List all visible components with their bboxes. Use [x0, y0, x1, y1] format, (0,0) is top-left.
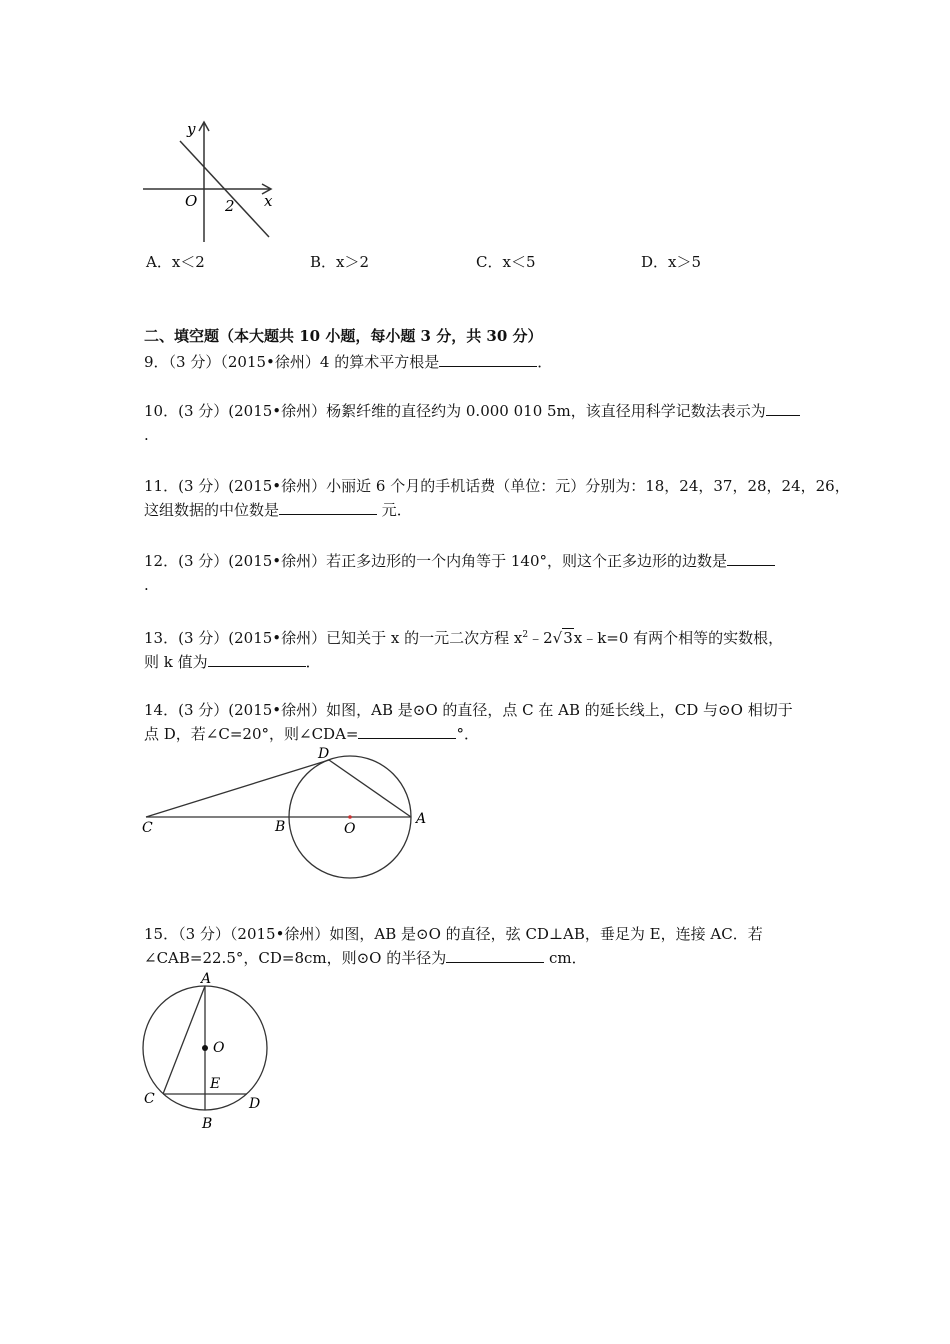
question-13-pre: 13．(3 分）(2015•徐州）已知关于 x 的一元二次方程 x [144, 629, 523, 647]
label-b: B [202, 1116, 213, 1132]
center-dot [348, 815, 352, 819]
label-a: A [201, 971, 212, 987]
question-12-end: . [144, 576, 149, 594]
option-a [146, 251, 205, 272]
option-c [476, 251, 536, 272]
label-e: E [210, 1076, 221, 1092]
question-14-line2: 点 D，若∠C=20°，则∠CDA= [144, 725, 359, 743]
option-c-text: x＜5 [502, 253, 536, 271]
option-d-letter: D． [641, 253, 669, 271]
question-9-blank[interactable] [439, 352, 537, 367]
question-13-end: ． [305, 653, 321, 671]
label-b: B [275, 819, 286, 835]
intercept-label: 2 [225, 197, 235, 215]
question-13-line2: 则 k 值为 [144, 653, 208, 671]
question-9-text: 9．（3 分）（2015•徐州）4 的算术平方根是 [144, 353, 440, 371]
option-b-text: x＞2 [336, 253, 370, 271]
chord-ac [163, 986, 205, 1094]
label-c: C [144, 1091, 155, 1107]
line-cd [146, 760, 329, 817]
question-15-end: cm． [544, 949, 587, 967]
label-c: C [142, 820, 153, 836]
question-13-mid: ﹣2 [528, 629, 553, 647]
option-a-text: x＜2 [171, 253, 205, 271]
line-graph-figure [138, 118, 283, 248]
question-14-line1: 14．(3 分）(2015•徐州）如图，AB 是⊙O 的直径，点 C 在 AB 的延长线上，CD 与⊙O 相切于 [144, 701, 793, 719]
question-13-post: x﹣k=0 有两个相等的实数根， [573, 629, 784, 647]
question-13-blank[interactable] [208, 652, 306, 667]
question-15-line2: ∠CAB=22.5°，CD=8cm，则⊙O 的半径为 [144, 949, 447, 967]
tangent-circle-figure [138, 742, 438, 882]
label-d: D [249, 1096, 261, 1112]
option-c-letter: C． [476, 253, 503, 271]
origin-label: O [185, 192, 198, 210]
question-14-end: °． [456, 725, 479, 743]
question-13-exponent: 2 [522, 630, 529, 640]
question-11-line2: 这组数据的中位数是 [144, 501, 280, 519]
option-b [310, 251, 369, 272]
question-10-blank[interactable] [766, 401, 800, 416]
question-9-end: ． [537, 353, 553, 371]
chord-circle-figure [138, 968, 278, 1138]
label-o: O [344, 821, 356, 837]
question-13 [144, 623, 783, 674]
question-15-blank[interactable] [446, 948, 544, 963]
question-14-blank[interactable] [358, 724, 456, 739]
question-11-line1: 11．(3 分）(2015•徐州）小丽近 6 个月的手机话费（单位：元）分别为：18，24，37，28，24，26， [144, 477, 850, 495]
option-a-letter: A． [146, 253, 172, 271]
question-11-blank[interactable] [279, 500, 377, 515]
x-axis-label: x [264, 192, 273, 210]
sqrt-symbol: √3 [552, 629, 573, 647]
question-13-radicand: 3 [563, 629, 573, 647]
question-12-blank[interactable] [727, 551, 775, 566]
question-14 [144, 698, 793, 746]
label-a: A [416, 811, 427, 827]
label-d: D [318, 746, 330, 762]
question-9 [144, 350, 552, 374]
question-11 [144, 474, 850, 522]
question-10 [144, 399, 800, 447]
option-d [641, 251, 701, 272]
question-11-end: 元． [377, 501, 412, 519]
option-d-text: x＞5 [668, 253, 702, 271]
question-12-text: 12．(3 分）(2015•徐州）若正多边形的一个内角等于 140°，则这个正多边形的边数是 [144, 552, 728, 570]
option-b-letter: B． [310, 253, 337, 271]
question-10-text: 10．(3 分）(2015•徐州）杨絮纤维的直径约为 0.000 010 5m，该直径用科学记数法表示为 [144, 402, 766, 420]
label-o: O [213, 1040, 225, 1056]
center-dot [202, 1045, 208, 1051]
question-10-end: . [144, 426, 149, 444]
section-heading: 二、填空题（本大题共 10 小题，每小题 3 分，共 30 分） [144, 327, 543, 345]
question-15 [144, 922, 763, 970]
question-12 [144, 549, 775, 597]
line-da [329, 760, 411, 817]
y-axis-label: y [187, 120, 196, 138]
question-15-line1: 15．（3 分）（2015•徐州）如图，AB 是⊙O 的直径，弦 CD⊥AB，垂足为 E，连接 AC．若 [144, 925, 763, 943]
